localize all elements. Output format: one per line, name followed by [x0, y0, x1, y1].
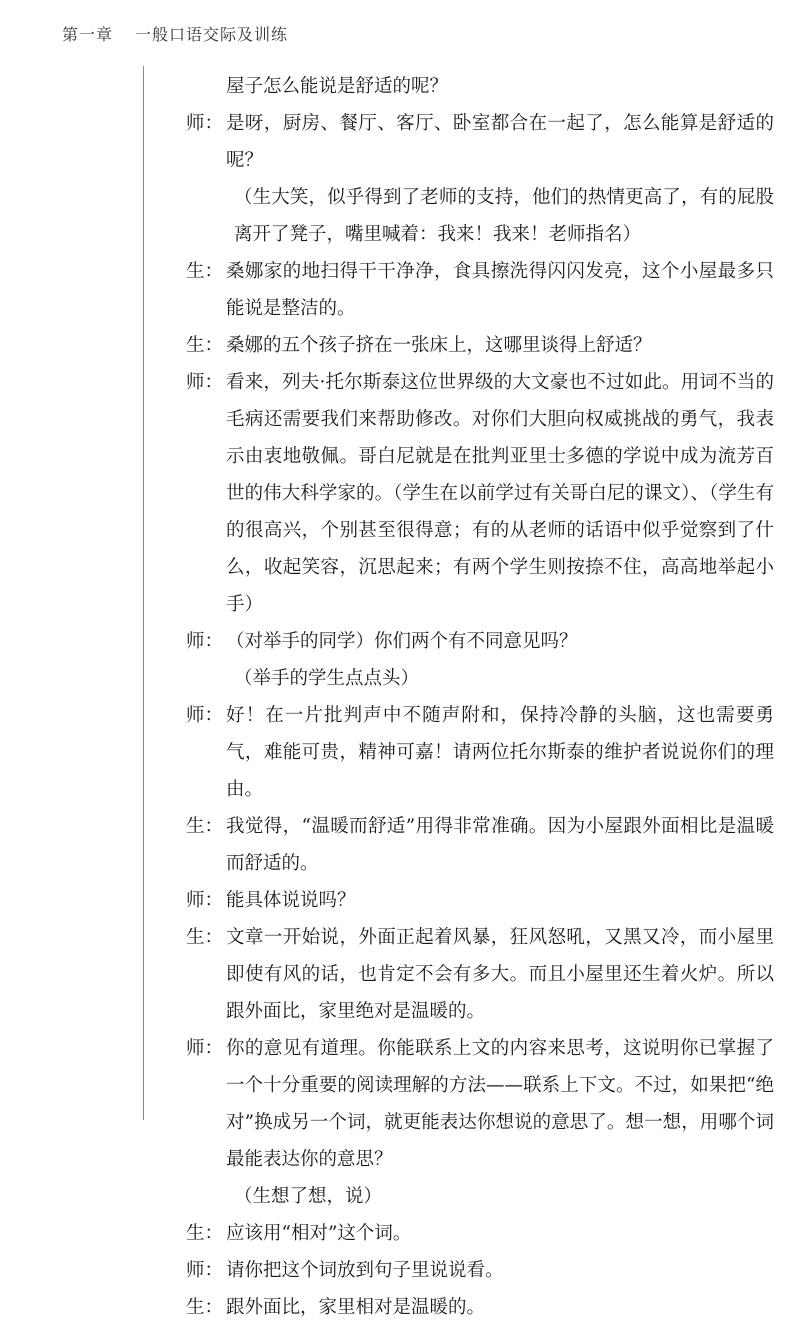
dialogue-text: 你的意见有道理。你能联系上文的内容来思考，这说明你已掌握了一个十分重要的阅读理解的方法——联系上下文。不过，如果把“绝对”换成另一个词，就更能表达你想说的意思了。想一想，用哪个词最能表达你的意思？	[226, 1038, 774, 1170]
dialogue-entry	[186, 808, 774, 882]
speaker-label: 生：	[186, 927, 224, 948]
dialogue-text: 看来，列夫·托尔斯泰这位世界级的大文豪也不过如此。用词不当的毛病还需要我们来帮助修改。对你们大胆向权威挑战的勇气，我表示由衷地敬佩。哥白尼就是在批判亚里士多德的学说中成为流芳百世的伟大科学家的。（学生在以前学过有关哥白尼的课文）、（学生有的很高兴，个别甚至很得意；有的从老师的话语中似乎觉察到了什么，收起笑容，沉思起来；有两个学生则按捺不住，高高地举起小手）	[226, 372, 774, 615]
dialogue-entry	[186, 253, 774, 327]
speaker-label: 生：	[186, 816, 224, 837]
dialogue-entry	[186, 697, 774, 808]
dialogue-entry	[186, 364, 774, 623]
dialogue-entry	[186, 1030, 774, 1215]
dialogue-text: 我觉得，“温暖而舒适”用得非常准确。因为小屋跟外面相比是温暖而舒适的。	[226, 816, 774, 874]
speaker-label: 师：	[186, 631, 224, 652]
dialogue-entry	[186, 327, 774, 364]
dialogue-entry	[186, 1252, 774, 1289]
margin-rule	[143, 66, 144, 1120]
dialogue-text: 桑娜的五个孩子挤在一张床上，这哪里谈得上舒适？	[226, 335, 652, 356]
dialogue-text: 能具体说说吗？	[226, 890, 356, 911]
running-header	[62, 22, 288, 45]
dialogue-entry	[186, 623, 774, 697]
dialogue-text: 应该用“相对”这个词。	[226, 1223, 412, 1244]
dialogue-entry	[186, 1215, 774, 1252]
dialogue-entry	[186, 1289, 774, 1326]
speaker-label: 师：	[186, 890, 224, 911]
stage-direction: （生大笑，似乎得到了老师的支持，他们的热情更高了，有的屁股离开了凳子，嘴里喊着：我来！我来！老师指名）	[234, 187, 774, 245]
dialogue-text: 文章一开始说，外面正起着风暴，狂风怒吼，又黑又冷，而小屋里即使有风的话，也肯定不会有多大。而且小屋里还生着火炉。所以跟外面比，家里绝对是温暖的。	[226, 927, 774, 1022]
speaker-label: 师：	[186, 1038, 224, 1059]
dialogue-text: 屋子怎么能说是舒适的呢？	[226, 76, 449, 97]
speaker-label: 师：	[186, 1260, 224, 1281]
speaker-label: 生：	[186, 1297, 224, 1318]
dialogue-entry	[186, 882, 774, 919]
speaker-label: 师：	[186, 372, 224, 393]
dialogue-entry	[186, 105, 774, 253]
dialogue-text: 是呀，厨房、餐厅、客厅、卧室都合在一起了，怎么能算是舒适的呢？	[226, 113, 774, 171]
dialogue-body	[186, 68, 774, 1326]
dialogue-text: 请你把这个词放到句子里说说看。	[226, 1260, 504, 1281]
dialogue-text: （对举手的同学）你们两个有不同意见吗？	[226, 631, 578, 652]
speaker-label: 生：	[186, 335, 224, 356]
chapter-number: 第一章	[62, 25, 114, 44]
speaker-label: 师：	[186, 705, 224, 726]
dialogue-entry	[186, 68, 774, 105]
speaker-label: 生：	[186, 261, 224, 282]
speaker-label: 师：	[186, 113, 224, 134]
dialogue-text: 好！在一片批判声中不随声附和，保持冷静的头脑，这也需要勇气，难能可贵，精神可嘉！请两位托尔斯泰的维护者说说你们的理由。	[226, 705, 774, 800]
chapter-title: 一般口语交际及训练	[135, 25, 289, 44]
dialogue-text: 桑娜家的地扫得干干净净，食具擦洗得闪闪发亮，这个小屋最多只能说是整洁的。	[226, 261, 774, 319]
dialogue-entry	[186, 919, 774, 1030]
stage-direction: （举手的学生点点头）	[234, 668, 420, 689]
stage-direction: （生想了想，说）	[234, 1186, 383, 1207]
speaker-label: 生：	[186, 1223, 224, 1244]
dialogue-text: 跟外面比，家里相对是温暖的。	[226, 1297, 486, 1318]
